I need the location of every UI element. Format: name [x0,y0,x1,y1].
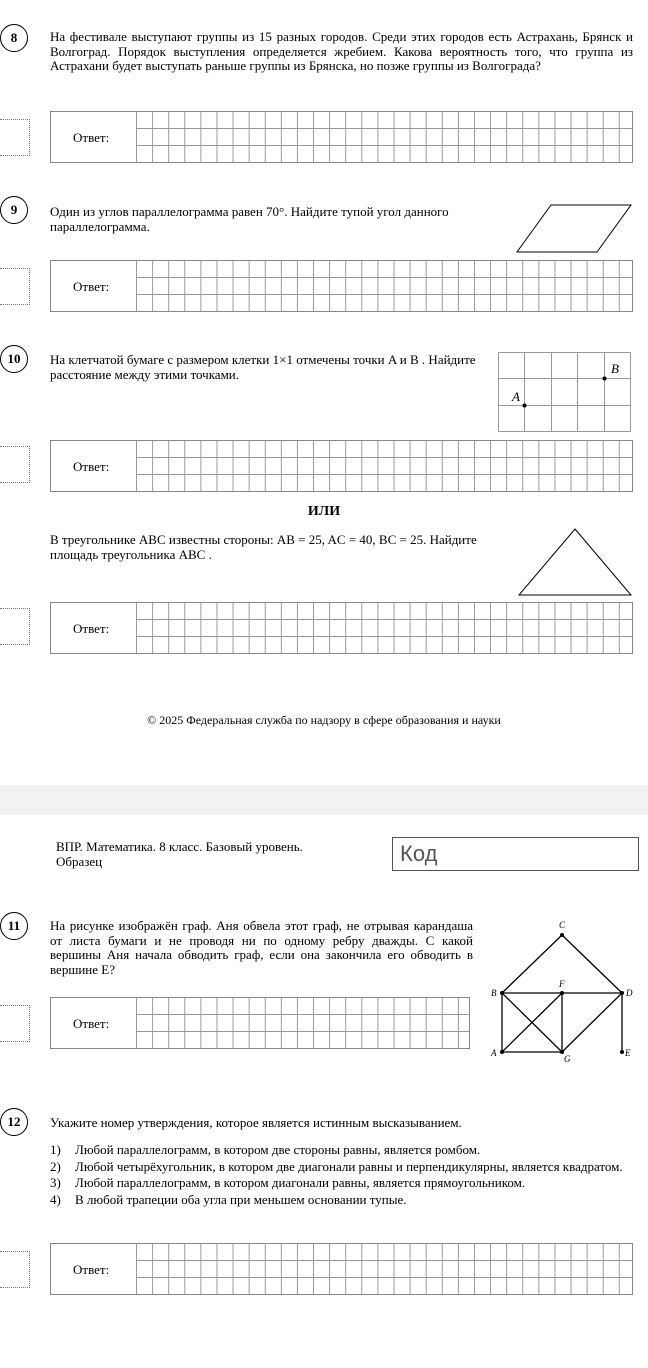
answer-grid [136,112,632,162]
grid-points-figure [498,352,632,434]
q11-text: На рисунке изображён граф. Аня обвела этот граф, не отрывая карандаша от листа бумаги и не проводя ни по одному ребру дважды. С какой вершины Аня начала обводить граф, если она закончила его обводить в вершине E? [50,918,473,977]
answer-grid [136,998,469,1048]
option-text: Любой параллелограмм, в котором две стороны равны, является ромбом. [75,1142,481,1157]
header-line1: ВПР. Математика. 8 класс. Базовый уровень. [56,839,303,854]
page-gap [0,785,648,815]
q8-answer-box[interactable] [50,111,633,163]
q10-alt-score-box [0,608,30,645]
answer-label: Ответ: [73,459,110,474]
page-header [56,839,303,869]
point-a [523,404,527,408]
answer-grid [136,603,632,653]
vertex-e-label: E [625,1048,631,1058]
point-a-label: A [512,389,520,404]
q9-text: Один из углов параллелограмма равен 70°. Найдите тупой угол данного параллелограмма. [50,204,449,234]
q12-answer-box[interactable] [50,1243,633,1295]
vertex-d-label: D [626,988,633,998]
option-number: 2) [50,1158,61,1174]
q12-options [50,1143,630,1209]
answer-grid [136,261,632,311]
q12-score-box [0,1251,30,1288]
or-label: ИЛИ [307,504,341,519]
point-b-label: B [611,361,619,376]
vertex-b-label: B [491,988,497,998]
option-item [50,1143,630,1158]
q9-score-box [0,268,30,305]
q12-number: 12 [0,1108,28,1136]
option-item [50,1176,630,1191]
copyright: © 2025 Федеральная служба по надзору в сфере образования и науки [147,713,501,727]
vertex-a-label: A [491,1048,497,1058]
option-item [50,1160,630,1175]
point-b [603,377,607,381]
vertex-f-label: F [559,979,565,989]
option-text: Любой четырёхугольник, в котором две диагонали равны и перпендикулярны, является квадратом. [75,1158,623,1174]
vertex-g-label: G [564,1054,571,1064]
answer-label: Ответ: [73,1262,110,1277]
option-number: 1) [50,1142,61,1157]
vertex-c-label: C [559,920,566,930]
q8-score-box [0,119,30,156]
q10-number: 10 [0,345,28,373]
code-field[interactable]: Код [392,837,639,871]
q10-alt-answer-box[interactable] [50,602,633,654]
q11-score-box [0,1005,30,1042]
option-number: 4) [50,1191,61,1207]
answer-grid [136,441,632,491]
answer-label: Ответ: [73,621,110,636]
option-item [50,1193,630,1208]
q11-answer-box[interactable] [50,997,470,1049]
answer-label: Ответ: [73,279,110,294]
q10-text: На клетчатой бумаге с размером клетки 1×1 отмечены точки A и B . Найдите расстояние между этими точками. [50,352,476,382]
answer-grid [136,1244,632,1294]
q9-answer-box[interactable] [50,260,633,312]
q10-score-box [0,446,30,483]
graph-figure [485,915,635,1070]
q10-answer-box[interactable] [50,440,633,492]
triangle-figure [515,527,635,599]
q9-number: 9 [0,196,28,224]
option-number: 3) [50,1175,61,1190]
answer-label: Ответ: [73,1016,110,1031]
answer-label: Ответ: [73,130,110,145]
parallelogram-figure [515,203,635,255]
q11-number: 11 [0,912,28,940]
q8-number: 8 [0,24,28,52]
q10-alt-text: В треугольнике ABC известны стороны: AB = 25, AC = 40, BC = 25. Найдите площадь треугольника ABC . [50,532,477,562]
option-text: В любой трапеции оба угла при меньшем основании тупые. [75,1191,407,1207]
header-line2: Образец [56,854,103,869]
q12-text: Укажите номер утверждения, которое является истинным высказыванием. [50,1115,462,1130]
option-text: Любой параллелограмм, в котором диагонали равны, является прямоугольником. [75,1175,526,1190]
q8-text: На фестивале выступают группы из 15 разных городов. Среди этих городов есть Астрахань, Брянск и Волгоград. Порядок выступления определяется жребием. Какова вероятность того, что группа из Астрахани будет выступать раньше группы из Брянска, но позже группы из Волгограда? [50,29,633,73]
